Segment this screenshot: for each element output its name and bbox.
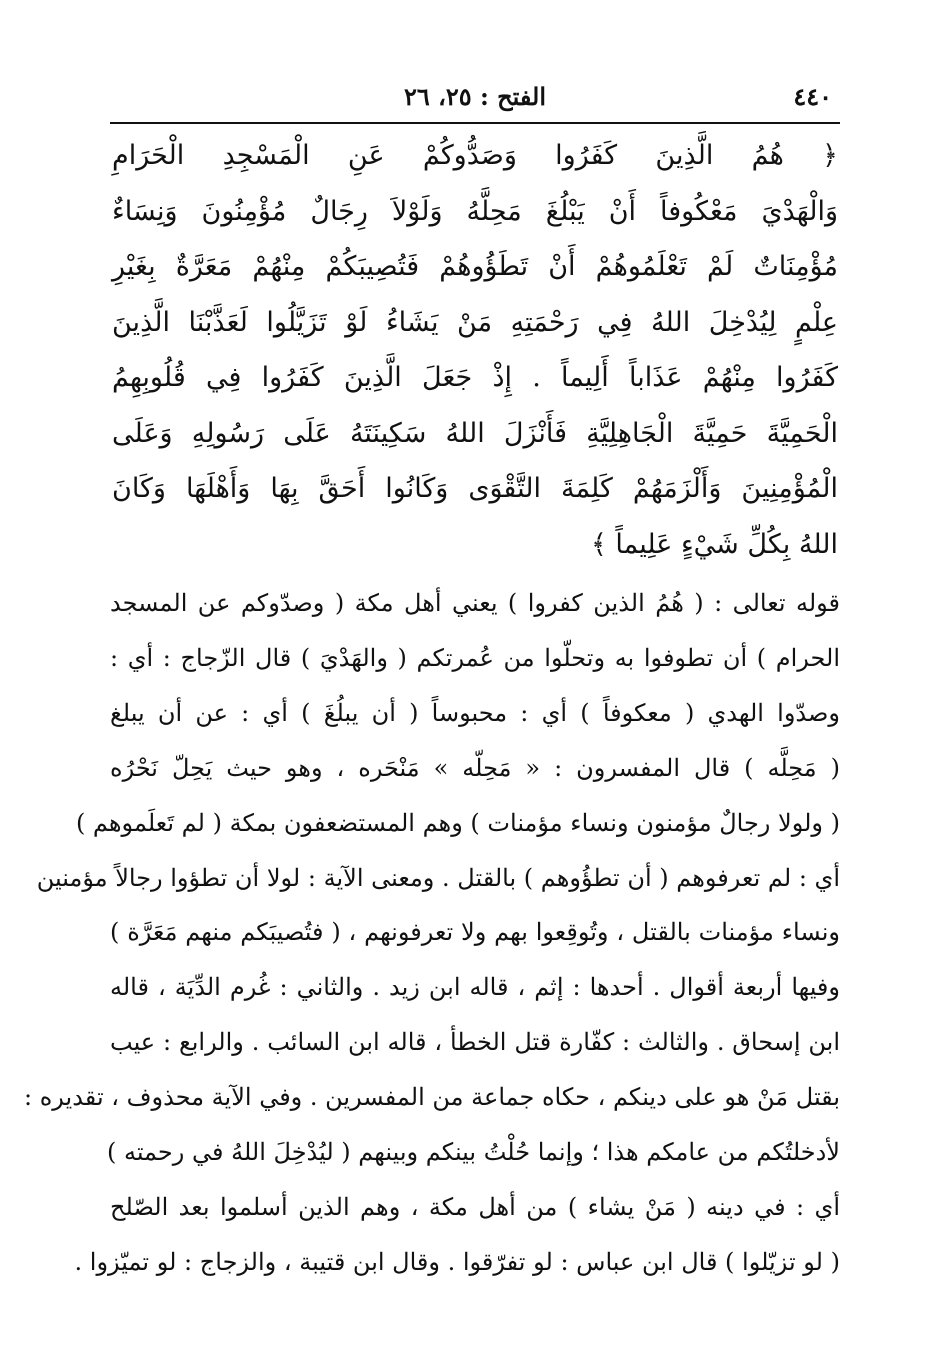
- commentary-line: ( ولولا رجالٌ مؤمنون ونساء مؤمنات ) وهم المستضعفون بمكة ( لم تَعلَموهم ): [75, 808, 840, 837]
- running-title: الفتح : ٢٥، ٢٦: [403, 82, 547, 111]
- commentary-line: أي : في دينه ( مَنْ يشاء ) من أهل مكة ، وهم الذين أسلموا بعد الصّلح: [110, 1192, 840, 1221]
- page-header: [110, 78, 840, 118]
- page-number: ٤٤٠: [793, 82, 832, 111]
- verse-line: وَالْهَدْيَ مَعْكُوفاً أَنْ يَبْلُغَ مَحِلَّهُ وَلَوْلاَ رِجَالٌ مُؤْمِنُونَ وَنِسَاءٌ: [112, 195, 838, 227]
- commentary-line: ابن إسحاق . والثالث : كفّارة قتل الخطأ ، قاله ابن السائب . والرابع : عيب: [110, 1028, 840, 1057]
- header-rule: [110, 122, 840, 124]
- commentary-line: وصدّوا الهدي ( معكوفاً ) أي : محبوساً ( أن يبلُغَ ) أي : عن أن يبلغ: [110, 698, 840, 727]
- commentary-line: الحرام ) أن تطوفوا به وتحلّوا من عُمرتكم ( والهَدْيَ ) قال الزّجاج : أي :: [110, 643, 840, 672]
- commentary-line: أي : لم تعرفوهم ( أن تطؤُوهم ) بالقتل . ومعنى الآية : لولا أن تطؤوا رجالاً مؤمنين: [36, 863, 840, 892]
- commentary-line: لأدخلتُكم من عامكم هذا ؛ وإنما حُلْتُ بينكم وبينهم ( ليُدْخِلَ اللهُ في رحمته ): [106, 1138, 840, 1167]
- commentary-line: وفيها أربعة أقوال . أحدها : إثم ، قاله ابن زيد . والثاني : غُرم الدِّيَة ، قاله: [110, 973, 840, 1002]
- verse-line: ﴿ هُمُ الَّذِينَ كَفَرُوا وَصَدُّوكُمْ عَنِ الْمَسْجِدِ الْحَرَامِ: [112, 140, 838, 171]
- commentary-line: قوله تعالى : ( هُمُ الذين كفروا ) يعني أهل مكة ( وصدّوكم عن المسجد: [110, 589, 840, 617]
- commentary-block: [24, 576, 840, 1290]
- verse-line: الْحَمِيَّةَ حَمِيَّةَ الْجَاهِلِيَّةِ فَأَنْزَلَ اللهُ سَكِينَتَهُ عَلَى رَسُولِهِ وَعَلَى: [112, 417, 838, 449]
- commentary-line: ونساء مؤمنات بالقتل ، وتُوقِعوا بهم ولا تعرفونهم ، ( فتُصيبَكم منهم مَعَرَّة ): [110, 918, 840, 947]
- verse-line: مُؤْمِنَاتٌ لَمْ تَعْلَمُوهُمْ أَنْ تَطَؤُوهُمْ فَتُصِيبَكُمْ مِنْهُمْ مَعَرَّةٌ بِغَيْرِ: [112, 251, 838, 282]
- verse-line: الْمُؤْمِنِينَ وَأَلْزَمَهُمْ كَلِمَةَ التَّقْوَى وَكَانُوا أَحَقَّ بِهَا وَأَهْلَهَا وَكَانَ: [112, 473, 838, 504]
- verse-line: عِلْمٍ لِيُدْخِلَ اللهُ فِي رَحْمَتِهِ مَنْ يَشَاءُ لَوْ تَزَيَّلُوا لَعَذَّبْنَا الَّذِينَ: [112, 306, 838, 338]
- quran-verse-block: [112, 128, 838, 572]
- commentary-line: بقتل مَنْ هو على دينكم ، حكاه جماعة من المفسرين . وفي الآية محذوف ، تقديره :: [24, 1083, 840, 1112]
- verse-line: اللهُ بِكُلِّ شَيْءٍ عَلِيماً ﴾: [590, 528, 838, 560]
- commentary-line: ( مَحِلَّه ) قال المفسرون : « مَحِلّه » مَنْحَره ، وهو حيث يَحِلّ نَحْرُه: [110, 753, 840, 782]
- commentary-line: ( لو تزيّلوا ) قال ابن عباس : لو تفرّقوا . وقال ابن قتيبة ، والزجاج : لو تميّزوا .: [74, 1247, 840, 1276]
- verse-line: كَفَرُوا مِنْهُمْ عَذَاباً أَلِيماً . إِذْ جَعَلَ الَّذِينَ كَفَرُوا فِي قُلُوبِهِمُ: [112, 362, 838, 393]
